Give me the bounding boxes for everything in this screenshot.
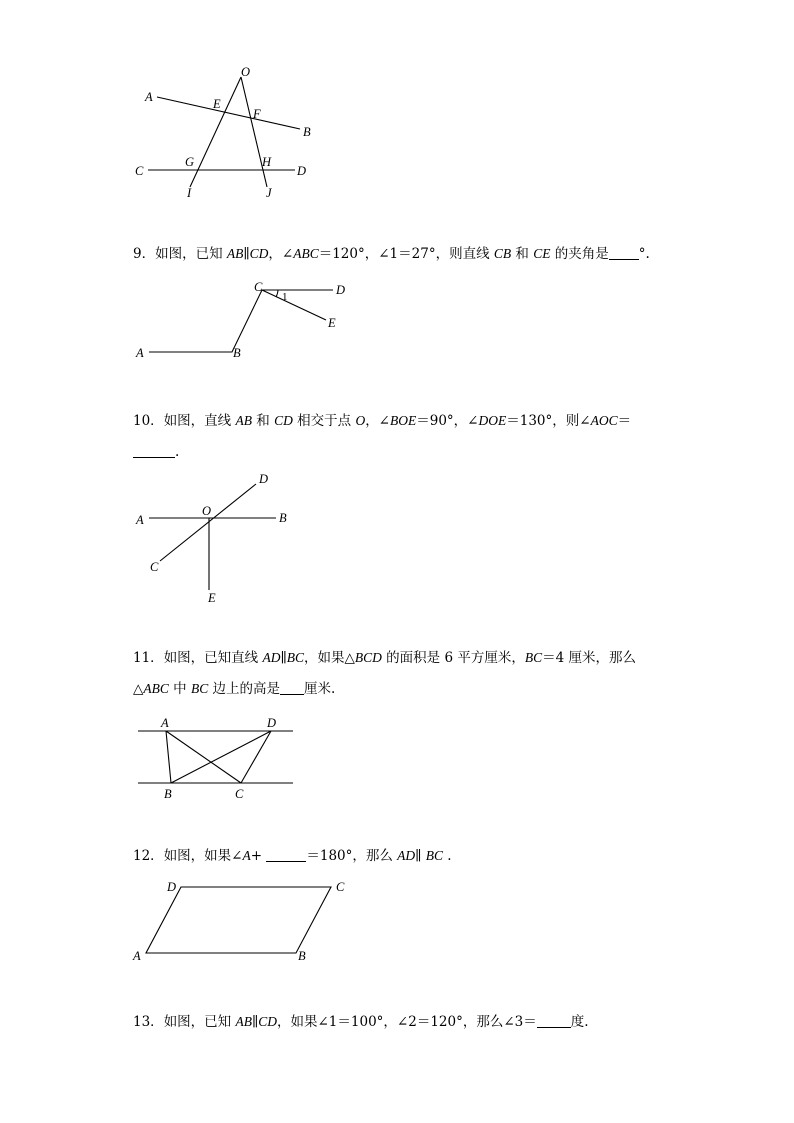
q10-text-8: . xyxy=(175,444,180,460)
q9-math-1: AB xyxy=(226,246,244,261)
q12-text-4: ∥ xyxy=(415,848,426,864)
q9-text-2: ∥ xyxy=(243,246,250,262)
q12-math-4: BC xyxy=(425,848,443,863)
q11-text-2: ∥ xyxy=(280,650,287,666)
label-E: E xyxy=(208,591,216,605)
q11-text-1: 如图，已知直线 xyxy=(163,650,263,666)
label-D: D xyxy=(167,880,177,894)
q12-math-3: AD xyxy=(397,848,416,863)
label-B: B xyxy=(298,949,306,963)
q10-text-4: ，∠ xyxy=(365,413,390,429)
label-C: C xyxy=(254,280,263,294)
q13-text-3: ，如果∠1＝100°，∠2＝120°，那么∠3＝ xyxy=(277,1014,537,1030)
label-A: A xyxy=(133,949,141,963)
q9-text-3: ，∠ xyxy=(268,246,294,262)
q9-math-5: CE xyxy=(533,246,551,261)
label-C: C xyxy=(336,880,345,894)
q10-math-5: DOE xyxy=(478,413,507,428)
q13-math-2: CD xyxy=(258,1014,277,1029)
label-B: B xyxy=(279,511,287,525)
label-C: C xyxy=(235,787,244,801)
q11-math-6: ABC xyxy=(143,681,169,696)
q12-text-2: + xyxy=(250,848,267,864)
q10-math-6: AOC xyxy=(590,413,618,428)
q12-text-1: 如图，如果∠ xyxy=(163,848,243,864)
label-O: O xyxy=(202,504,212,518)
label-C: C xyxy=(135,164,144,178)
q9-text-4: ＝120°，∠1＝27°，则直线 xyxy=(318,246,494,262)
q12-text-3: ＝180°，那么 xyxy=(306,848,398,864)
q12-math-1: A xyxy=(242,848,251,863)
q9-math-4: CB xyxy=(493,246,512,261)
label-J: J xyxy=(266,186,272,200)
label-A: A xyxy=(145,90,153,104)
q13-text-1: 如图，已知 xyxy=(163,1014,236,1030)
label-D: D xyxy=(336,283,346,297)
label-A: A xyxy=(136,346,144,360)
question-number: 10． xyxy=(133,413,164,429)
label-A: A xyxy=(161,716,169,730)
label-D: D xyxy=(259,472,269,486)
q13-text-4: 度. xyxy=(570,1014,589,1030)
q10-text-2: 和 xyxy=(251,413,275,429)
q10-text-7: ＝ xyxy=(617,413,632,429)
q11-math-3: BCD xyxy=(354,650,382,665)
q9-text-1: 如图，已知 xyxy=(155,246,227,262)
label-G: G xyxy=(185,155,195,169)
q10-math-2: CD xyxy=(274,413,293,428)
q9-text-5: 和 xyxy=(511,246,534,262)
label-C: C xyxy=(150,560,159,574)
question-number: 9． xyxy=(133,246,156,262)
label-E: E xyxy=(213,97,221,111)
question-13 xyxy=(133,1012,589,1032)
label-D: D xyxy=(297,164,307,178)
q11-math-7: BC xyxy=(190,681,209,696)
q10-math-1: AB xyxy=(235,413,252,428)
q13-text-2: ∥ xyxy=(251,1014,259,1030)
label-H: H xyxy=(262,155,272,169)
q11-math-2: BC xyxy=(286,650,304,665)
q11-text-5: ＝4 厘米，那么 xyxy=(542,650,637,666)
q10-text-6: ＝130°，则∠ xyxy=(506,413,591,429)
q11-text-9: 厘米. xyxy=(304,681,336,697)
q11-math-1: AD xyxy=(262,650,281,665)
question-number: 12． xyxy=(133,848,164,864)
q9-math-3: ABC xyxy=(293,246,319,261)
q9-math-2: CD xyxy=(249,246,269,261)
label-E: E xyxy=(328,316,336,330)
q9-text-6: 的夹角是 xyxy=(550,246,609,262)
q10-text-1: 如图，直线 xyxy=(163,413,236,429)
label-B: B xyxy=(303,125,311,139)
question-number: 11． xyxy=(133,650,164,666)
q11-text-8: 边上的高是 xyxy=(208,681,281,697)
q11-text-3: ，如果△ xyxy=(304,650,355,666)
label-B: B xyxy=(233,346,241,360)
label-B: B xyxy=(164,787,172,801)
q11-text-7: 中 xyxy=(168,681,191,697)
label-A: A xyxy=(136,513,144,527)
q11-text-4: 的面积是 6 平方厘米， xyxy=(381,650,525,666)
q12-text-5: . xyxy=(442,848,452,864)
q11-math-4: BC xyxy=(524,650,543,665)
label-I: I xyxy=(187,186,192,200)
answer-blank[interactable] xyxy=(537,1013,571,1028)
q10-text-5: ＝90°，∠ xyxy=(416,413,479,429)
q13-math-1: AB xyxy=(235,1014,252,1029)
label-angle-1: 1 xyxy=(282,291,288,303)
parallelogram-ABCD xyxy=(146,887,331,953)
q10-math-4: BOE xyxy=(390,413,417,428)
q10-math-3: O xyxy=(355,413,366,428)
q10-text-3: 相交于点 xyxy=(292,413,356,429)
label-F: F xyxy=(253,107,261,121)
label-O: O xyxy=(241,65,251,79)
label-D: D xyxy=(267,716,277,730)
question-number: 13． xyxy=(133,1014,164,1030)
q9-text-7: °. xyxy=(638,246,650,262)
q11-text-6: △ xyxy=(133,681,144,697)
